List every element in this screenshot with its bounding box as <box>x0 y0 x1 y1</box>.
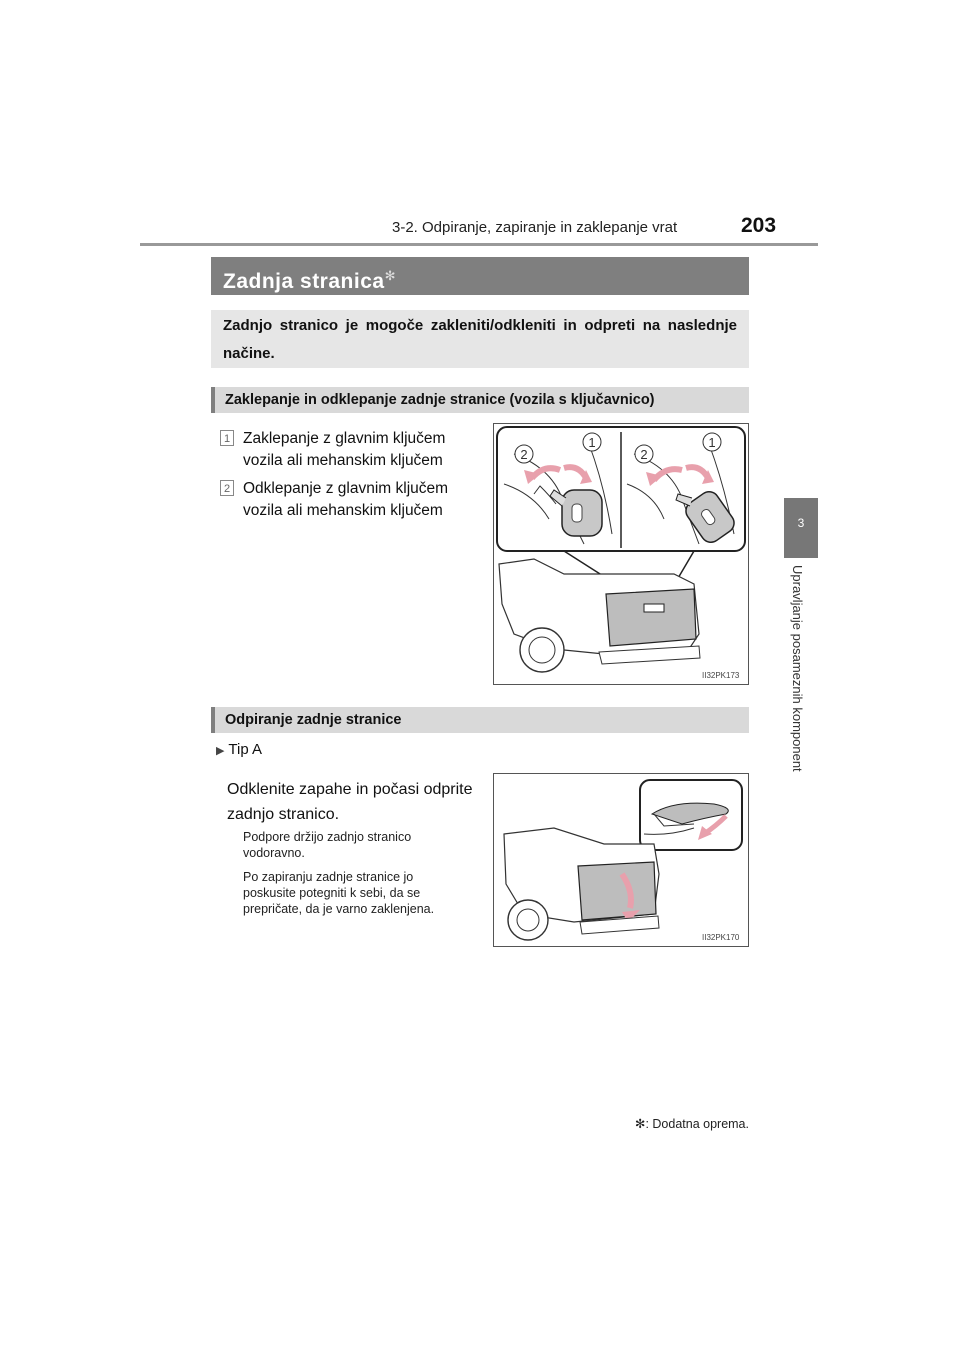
opening-instruction <box>227 777 487 827</box>
figure-tailgate-key-lock <box>493 423 749 685</box>
optional-equipment-mark: ✻ <box>384 268 396 283</box>
callout-label-1-left: 1 <box>588 435 596 450</box>
step-2-line1: Odklepanje z glavnim ključem <box>243 480 449 497</box>
note-1-line1: Podpore držijo zadnjo stranico <box>243 830 412 844</box>
footnote <box>600 1116 749 1131</box>
footnote-mark: ✻ <box>634 1117 646 1131</box>
note-2-line2: poskusite potegniti k sebi, da se <box>243 886 421 900</box>
callout-label-1-right: 1 <box>708 435 716 450</box>
chapter-title: Upravljanje posameznih komponent <box>790 565 805 772</box>
opening-line2: zadnjo stranico. <box>227 806 340 823</box>
chapter-number: 3 <box>797 516 805 530</box>
note-2-line3: prepričate, da je varno zaklenjena. <box>243 902 435 916</box>
figure-tailgate-opening <box>493 773 749 947</box>
note-2-line1: Po zapiranju zadnje stranice jo <box>243 870 414 884</box>
section-intro: Zadnjo stranico je mogoče zakleniti/odkleniti in odpreti na naslednje načine. <box>211 310 749 368</box>
callout-label-2-left: 2 <box>520 447 528 462</box>
step-text-1 <box>243 428 491 472</box>
note-supports <box>243 829 487 861</box>
tip-text: Tip A <box>228 741 263 758</box>
step-1-line1: Zaklepanje z glavnim ključem <box>243 430 446 447</box>
tip-arrow-icon: ▶ <box>216 745 225 757</box>
opening-line1: Odklenite zapahe in počasi odprite <box>227 781 473 798</box>
step-number-2: 2 <box>220 480 234 496</box>
section-title-text: Zadnja stranica <box>223 270 385 293</box>
subheading-locking: Zaklepanje in odklepanje zadnje stranice (vozila s ključavnico) <box>211 387 749 413</box>
figure-code-2: II32PK170 <box>702 933 740 942</box>
note-1-line2: vodoravno. <box>243 846 305 860</box>
tailgate-key-illustration <box>494 424 748 684</box>
tailgate-opening-illustration <box>494 774 748 946</box>
note-check-locked <box>243 869 487 917</box>
step-text-2 <box>243 478 491 522</box>
subheading-opening: Odpiranje zadnje stranice <box>211 707 749 733</box>
figure-code-1: II32PK173 <box>702 671 740 680</box>
header-rule <box>140 243 818 246</box>
page-number: 203 <box>741 214 777 237</box>
running-header: 3-2. Odpiranje, zapiranje in zaklepanje vrat <box>392 219 678 236</box>
step-1-line2: vozila ali mehanskim ključem <box>243 452 443 469</box>
step-2-line2: vozila ali mehanskim ključem <box>243 502 443 519</box>
tip-label <box>216 741 262 758</box>
footnote-text: : Dodatna oprema. <box>645 1117 749 1131</box>
section-title <box>211 257 749 295</box>
callout-label-2-right: 2 <box>640 447 648 462</box>
step-number-1: 1 <box>220 430 234 446</box>
